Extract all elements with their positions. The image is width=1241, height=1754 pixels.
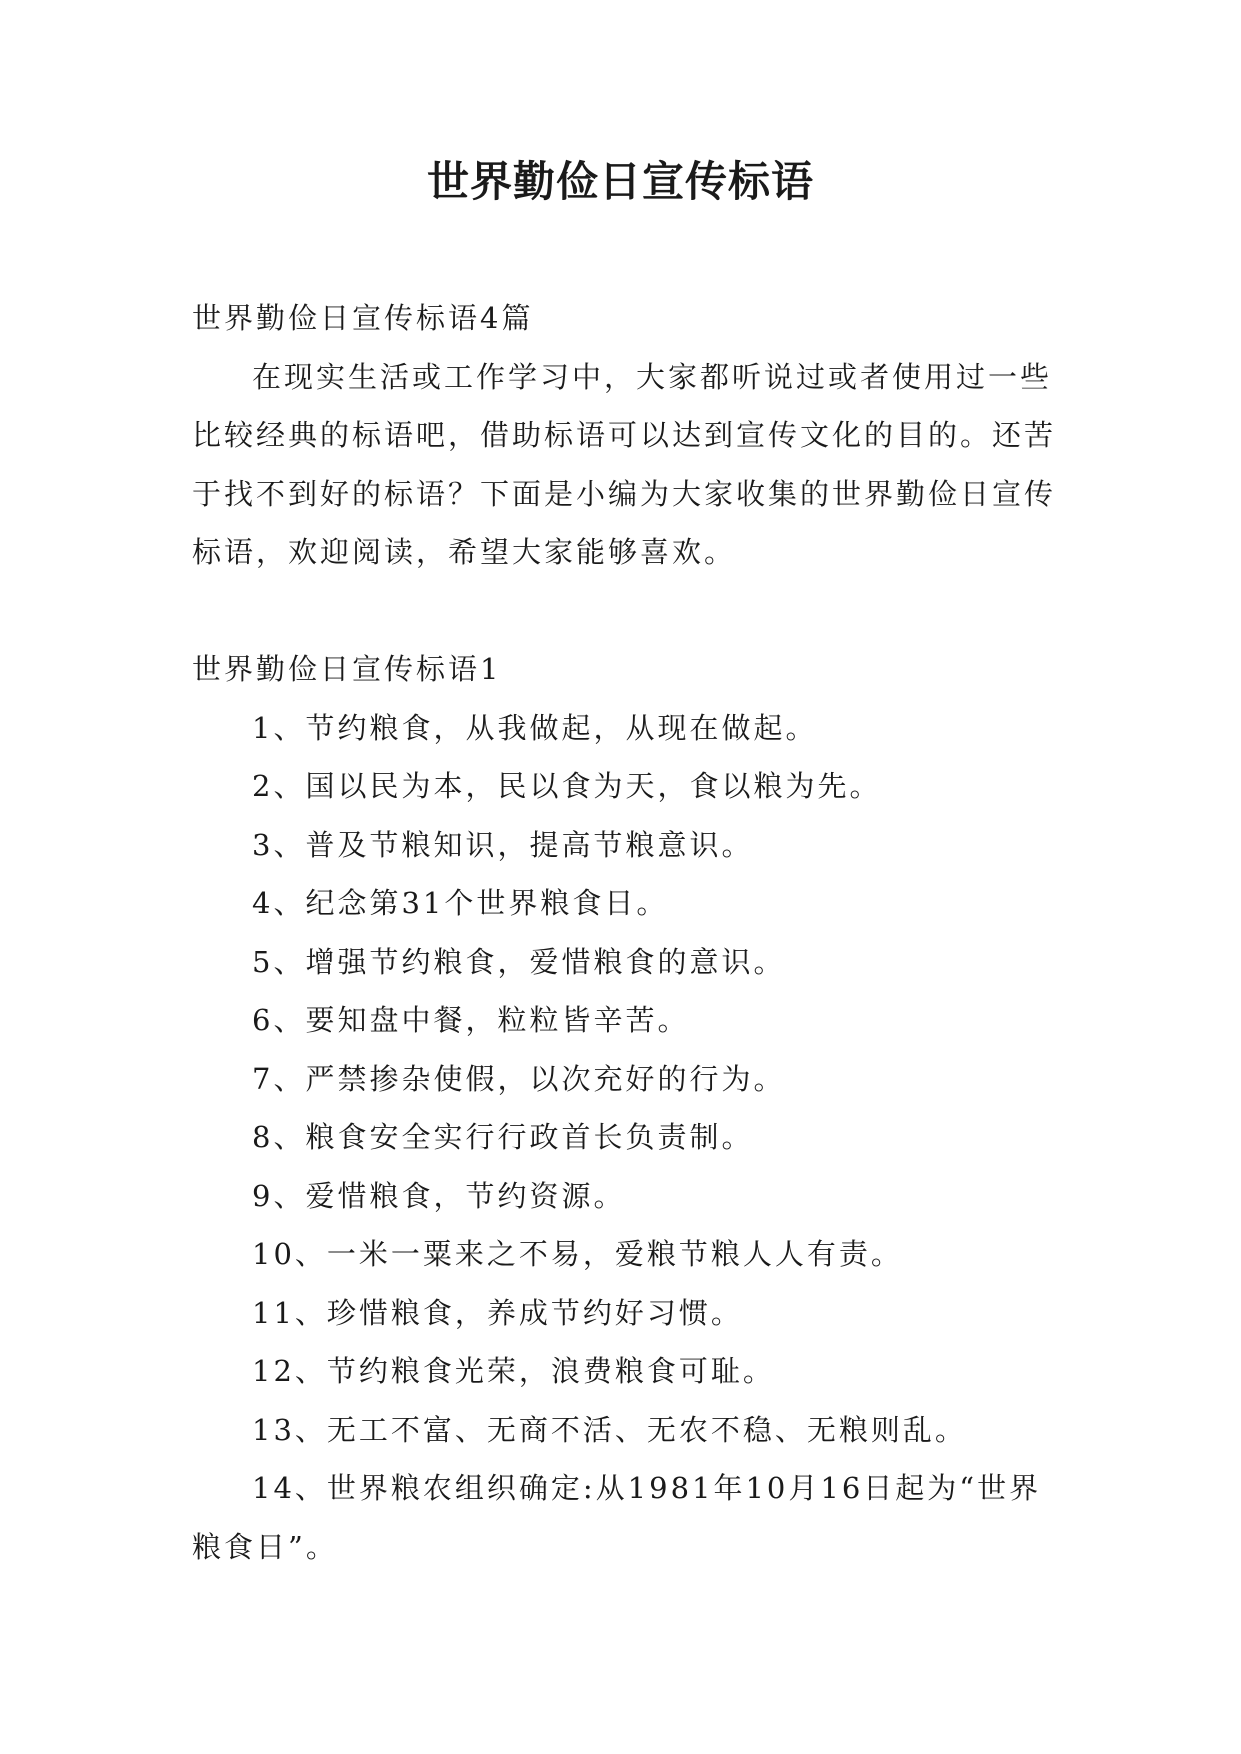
list-item: 11、珍惜粮食，养成节约好习惯。	[252, 1295, 743, 1330]
list-item: 13、无工不富、无商不活、无农不稳、无粮则乱。	[252, 1412, 967, 1447]
list-item: 6、要知盘中餐，粒粒皆辛苦。	[252, 1003, 690, 1037]
list-item: 2、国以民为本，民以食为天，食以粮为先。	[252, 769, 882, 803]
section-heading: 世界勤俭日宣传标语1	[192, 652, 502, 686]
list-item: 8、粮食安全实行行政首长负责制。	[252, 1120, 754, 1154]
paragraph-spacer	[192, 582, 1072, 641]
list-item: 7、严禁掺杂使假，以次充好的行为。	[252, 1061, 786, 1096]
page-title: 世界勤俭日宣传标语	[426, 157, 814, 206]
list-item: 14、世界粮农组织确定:从1981年10月16日起为“世界粮食日”。	[192, 1471, 1042, 1564]
list-item: 1、节约粮食，从我做起，从现在做起。	[252, 710, 818, 745]
list-item: 4、纪念第31个世界粮食日。	[252, 886, 669, 920]
list-item: 12、节约粮食光荣，浪费粮食可耻。	[252, 1354, 775, 1388]
document-body	[192, 289, 1072, 1576]
subtitle: 世界勤俭日宣传标语4篇	[192, 301, 534, 335]
list-item: 9、爱惜粮食，节约资源。	[252, 1178, 626, 1213]
list-item: 3、普及节粮知识，提高节粮意识。	[252, 827, 754, 862]
list-item: 10、一米一粟来之不易，爱粮节粮人人有责。	[252, 1237, 903, 1271]
list-item: 5、增强节约粮食，爱惜粮食的意识。	[252, 944, 786, 979]
intro-paragraph: 在现实生活或工作学习中，大家都听说过或者使用过一些比较经典的标语吧，借助标语可以达到宣传文化的目的。还苦于找不到好的标语？下面是小编为大家收集的世界勤俭日宣传标语，欢迎阅读，希望大家能够喜欢。	[192, 359, 1057, 569]
